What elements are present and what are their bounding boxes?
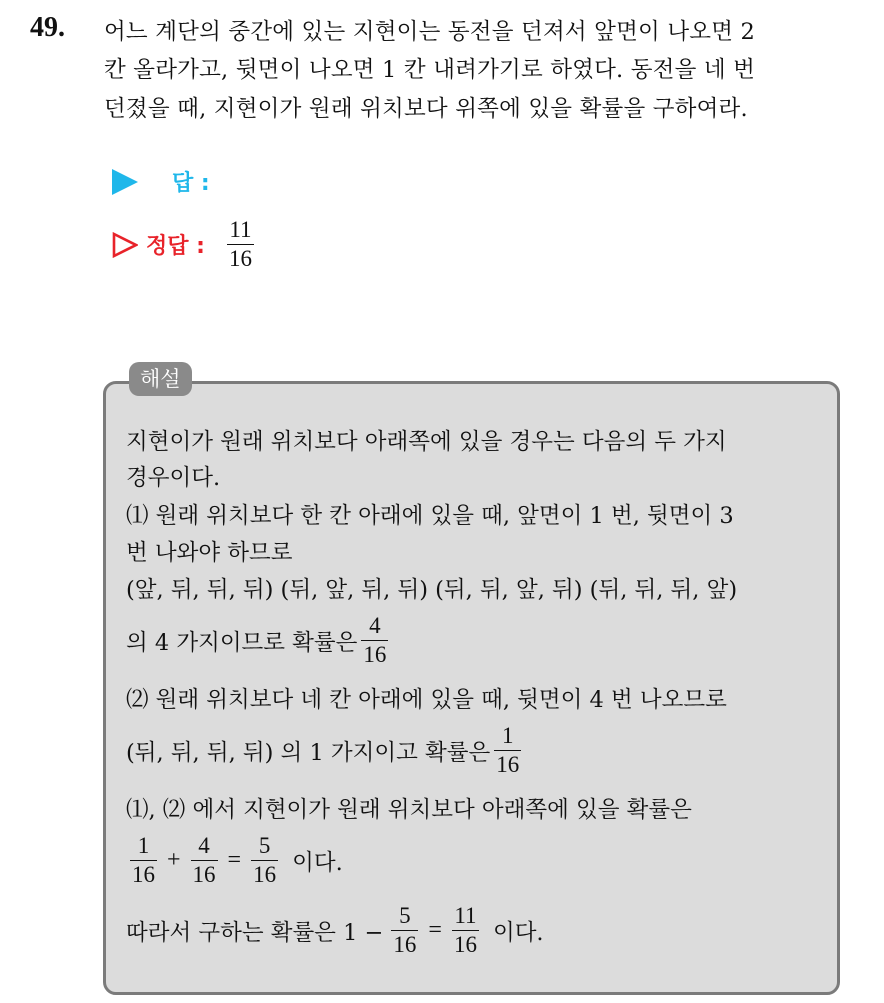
- equals-sign: =: [428, 917, 442, 944]
- fraction-term-b: [452, 904, 479, 957]
- fraction-denominator: 16: [228, 246, 252, 272]
- plus-sign: +: [167, 847, 181, 874]
- fraction-numerator: 11: [229, 217, 252, 242]
- question-text-line-1: 어느 계단의 중간에 있는 지현이는 동전을 던져서 앞면이 나오면 2: [104, 19, 755, 45]
- solution-line-2: 경우이다.: [126, 465, 221, 491]
- fraction-denominator: 16: [453, 932, 477, 958]
- question-text-line-3: 던졌을 때, 지현이가 원래 위치보다 위쪽에 있을 확률을 구하여라.: [104, 96, 748, 122]
- solution-line-11: [126, 904, 544, 957]
- correct-answer-row: [112, 218, 258, 271]
- fraction-term-a: [130, 834, 157, 887]
- fraction-numerator: 1: [137, 833, 150, 858]
- solution-line-9: ⑴, ⑵ 에서 지현이가 원래 위치보다 아래쪽에 있을 확률은: [126, 797, 692, 823]
- solution-line-3: ⑴ 원래 위치보다 한 칸 아래에 있을 때, 앞면이 1 번, 뒷면이 3: [126, 503, 734, 529]
- fraction-denominator: 16: [393, 932, 417, 958]
- fraction-term-c: [251, 834, 278, 887]
- solution-line-8-text: (뒤, 뒤, 뒤, 뒤) 의 1 가지이고 확률은: [126, 739, 491, 766]
- equals-sign: =: [227, 847, 242, 874]
- solution-line-10: [126, 834, 343, 887]
- solution-line-11-tail: 이다.: [492, 919, 544, 946]
- solution-tag: 해설: [129, 362, 192, 396]
- play-triangle-icon: [112, 169, 138, 195]
- probability-fraction: [494, 724, 521, 777]
- probability-fraction: [361, 614, 388, 667]
- solution-line-10-tail: 이다.: [292, 849, 343, 876]
- fraction-numerator: 4: [198, 833, 210, 858]
- fraction-denominator: 16: [496, 752, 520, 778]
- fraction-denominator: 16: [253, 862, 277, 888]
- fraction-numerator: 1: [501, 723, 514, 748]
- fraction-numerator: 5: [258, 833, 271, 858]
- fraction-numerator: 4: [369, 613, 381, 638]
- fraction-denominator: 16: [132, 862, 155, 888]
- solution-line-6-text: 의 4 가지이므로 확률은: [126, 629, 358, 656]
- fraction-denominator: 16: [192, 862, 216, 888]
- solution-line-6: [126, 614, 392, 667]
- fraction-numerator: 5: [399, 903, 411, 928]
- solution-line-7: ⑵ 원래 위치보다 네 칸 아래에 있을 때, 뒷면이 4 번 나오므로: [126, 687, 727, 713]
- correct-answer-fraction: [227, 218, 254, 271]
- outline-triangle-icon: [112, 232, 138, 258]
- solution-line-11-text: 따라서 구하는 확률은 1 −: [126, 919, 384, 946]
- solution-line-1: 지현이가 원래 위치보다 아래쪽에 있을 경우는 다음의 두 가지: [126, 429, 727, 455]
- solution-line-8: [126, 724, 525, 777]
- solution-line-4: 번 나와야 하므로: [126, 540, 293, 566]
- fraction-term-b: [191, 834, 218, 887]
- answer-row: [112, 166, 210, 197]
- fraction-term-a: [391, 904, 418, 957]
- question-text-line-2: 칸 올라가고, 뒷면이 나오면 1 칸 내려가기로 하였다. 동전을 네 번: [104, 57, 756, 83]
- correct-answer-label: 정답 :: [146, 234, 205, 260]
- fraction-numerator: 11: [454, 903, 477, 928]
- question-number: 49.: [30, 12, 65, 43]
- answer-label: 답 :: [172, 171, 210, 196]
- solution-line-5: (앞, 뒤, 뒤, 뒤) (뒤, 앞, 뒤, 뒤) (뒤, 뒤, 앞, 뒤) (뒤, 뒤, 뒤, 앞): [126, 577, 738, 603]
- fraction-denominator: 16: [363, 642, 387, 668]
